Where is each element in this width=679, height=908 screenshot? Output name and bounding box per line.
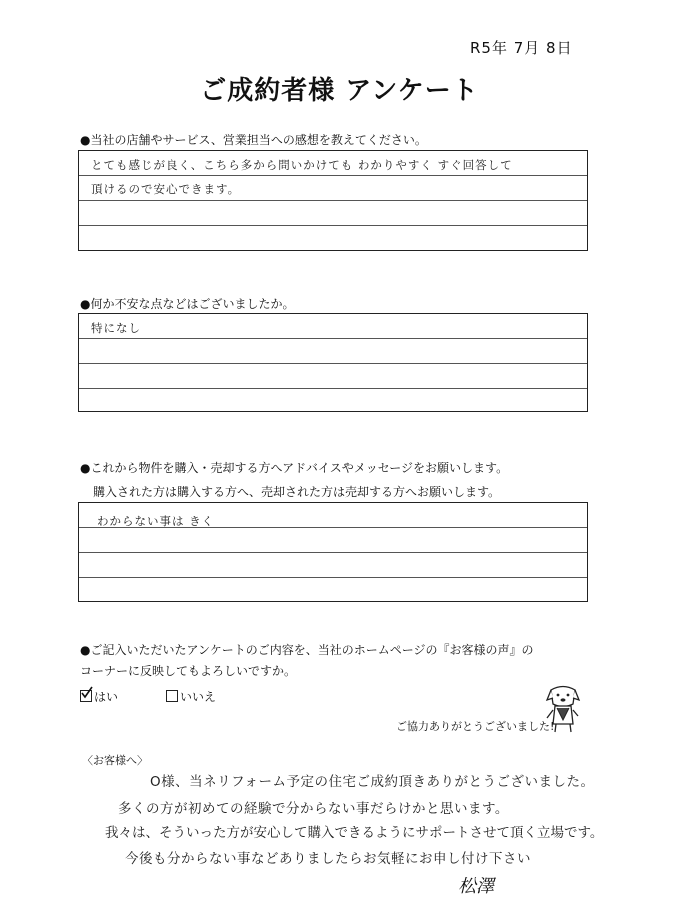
staff-signature: 松澤 [458, 876, 494, 897]
consent-yes-option[interactable] [80, 688, 118, 705]
answer-box-3 [78, 502, 588, 602]
answer-1-line-2: 頂けるので安心できます。 [91, 182, 241, 196]
question-1-label: ●当社の店舗やサービス、営業担当への感想を教えてください。 [80, 133, 427, 147]
no-label: いいえ [180, 690, 217, 704]
customer-section-header: 〈お客様へ〉 [82, 754, 148, 767]
message-line-3: 我々は、そういった方が安心して購入できるようにサポートさせて頂く立場です。 [105, 825, 604, 841]
message-line-2: 多くの方が初めての経験で分からない事だらけかと思います。 [118, 801, 509, 817]
question-4-label-line-1: ●ご記入いただいたアンケートのご内容を、当社のホームページの『お客様の声』の [80, 643, 534, 657]
no-checkbox[interactable] [166, 690, 178, 702]
answer-1-line-1: とても感じが良く、こちら多から問いかけても わかりやすく すぐ回答して [91, 158, 513, 172]
answer-box-1 [78, 150, 588, 251]
message-line-4: 今後も分からない事などありましたらお気軽にお申し付け下さい [125, 851, 531, 867]
check-mark-icon [80, 686, 94, 700]
question-3-sublabel: 購入された方は購入する方へ、売却された方は売却する方へお願いします。 [93, 485, 501, 499]
yes-label: はい [94, 690, 119, 704]
yes-checkbox[interactable] [80, 690, 92, 702]
thanks-message: ご協力ありがとうございました! [396, 720, 555, 733]
question-4-label-line-2: コーナーに反映してもよろしいですか。 [80, 664, 297, 678]
message-line-1: O様、当ネリフォーム予定の住宅ご成約頂きありがとうございました。 [150, 774, 595, 790]
survey-date: R5年 7月 8日 [470, 39, 573, 57]
answer-2-text: 特になし [91, 321, 141, 335]
answer-box-2 [78, 313, 588, 412]
page-title: ご成約者様 アンケート [200, 76, 479, 106]
question-2-label: ●何か不安な点などはございましたか。 [80, 297, 295, 311]
consent-no-option[interactable] [166, 688, 216, 705]
question-3-label: ●これから物件を購入・売却する方へアドバイスやメッセージをお願いします。 [80, 461, 509, 475]
answer-3-text: わからない事は きく [97, 514, 215, 528]
